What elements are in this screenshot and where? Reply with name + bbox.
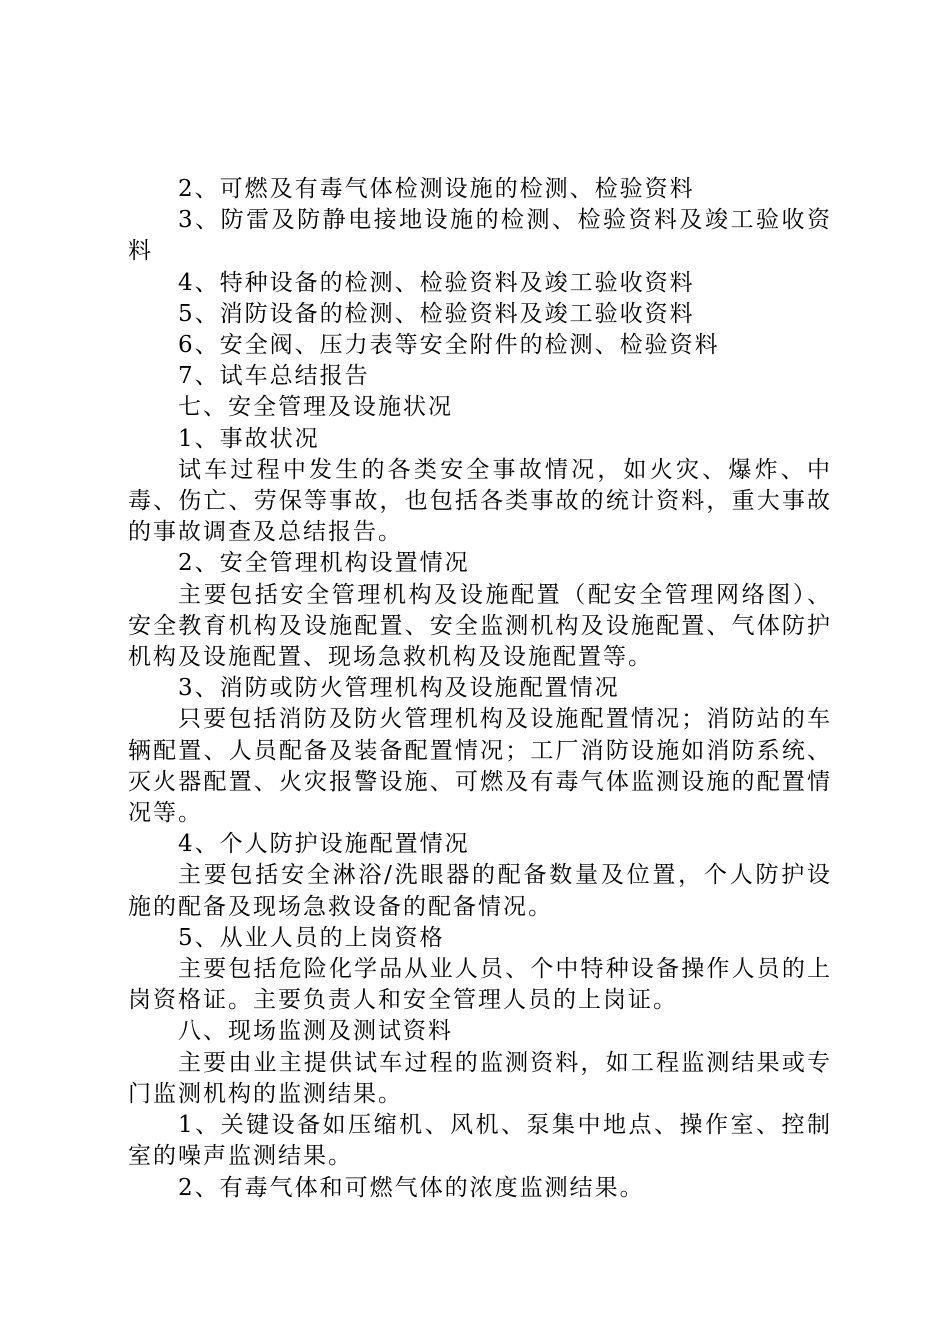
item-7-trial-report: 7、试车总结报告 <box>178 363 370 390</box>
section-8-heading: 八、现场监测及测试资料 <box>178 1018 453 1045</box>
safety-org-body: 主要包括安全管理机构及设施配置（配安全管理网络图）、安全教育机构及设施配置、安全监测机构及设施配置、气体防护机构及设施配置、现场急救机构及设施配置等。 <box>128 581 832 671</box>
item-2-gas-detection: 2、可燃及有毒气体检测设施的检测、检验资料 <box>178 176 695 202</box>
item-4-special-equipment: 4、特种设备的检测、检验资料及竣工验收资料 <box>178 269 695 296</box>
item-2-gas-concentration: 2、有毒气体和可燃气体的浓度监测结果。 <box>178 1174 645 1201</box>
fire-org-body: 只要包括消防及防火管理机构及设施配置情况；消防站的车辆配置、人员配备及装备配置情况；工厂消防设施如消防系统、灭火器配置、火灾报警设施、可燃及有毒气体监测设施的配置情况等。 <box>128 706 832 827</box>
subsection-safety-org: 2、安全管理机构设置情况 <box>178 550 470 577</box>
item-3-lightning-static: 3、防雷及防静电接地设施的检测、检验资料及竣工验收资料 <box>128 207 832 265</box>
personal-protection-body: 主要包括安全淋浴/洗眼器的配备数量及位置，个人防护设施的配备及现场急救设备的配备情况。 <box>128 862 832 920</box>
item-1-noise-monitoring: 1、关键设备如压缩机、风机、泵集中地点、操作室、控制室的噪声监测结果。 <box>128 1112 832 1170</box>
document-body <box>128 174 832 1204</box>
accident-status-body: 试车过程中发生的各类安全事故情况，如火灾、爆炸、中毒、伤亡、劳保等事故，也包括各类事故的统计资料，重大事故的事故调查及总结报告。 <box>128 456 832 546</box>
item-5-fire-equipment: 5、消防设备的检测、检验资料及竣工验收资料 <box>178 300 695 327</box>
subsection-personal-protection: 4、个人防护设施配置情况 <box>178 831 470 858</box>
staff-qualification-body: 主要包括危险化学品从业人员、个中特种设备操作人员的上岗资格证。主要负责人和安全管理人员的上岗证。 <box>128 956 832 1014</box>
section-8-body: 主要由业主提供试车过程的监测资料，如工程监测结果或专门监测机构的监测结果。 <box>128 1049 832 1107</box>
section-7-heading: 七、安全管理及设施状况 <box>178 394 453 421</box>
subsection-accident-status: 1、事故状况 <box>178 425 320 452</box>
subsection-fire-org: 3、消防或防火管理机构及设施配置情况 <box>178 675 620 702</box>
item-6-safety-valve: 6、安全阀、压力表等安全附件的检测、检验资料 <box>178 332 720 359</box>
subsection-staff-qualification: 5、从业人员的上岗资格 <box>178 924 445 951</box>
